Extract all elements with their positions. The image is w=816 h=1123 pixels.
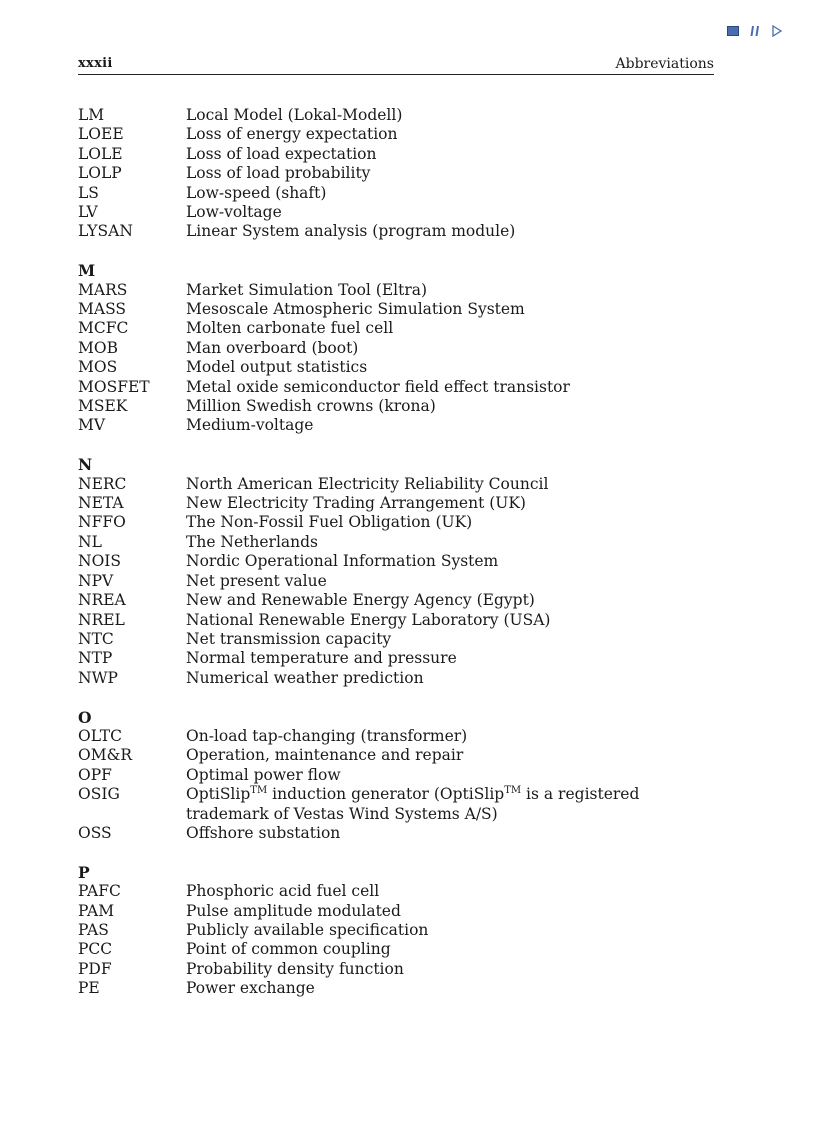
abbrev-entry (78, 824, 718, 843)
stop-icon[interactable] (726, 24, 740, 38)
abbrev-definition: Publicly available specification (186, 920, 429, 939)
abbrev-term: PAM (78, 901, 115, 920)
abbrev-definition: Loss of energy expectation (186, 125, 398, 144)
abbrev-definition: Pulse amplitude modulated (186, 901, 401, 920)
abbrev-entry (78, 300, 718, 319)
abbreviation-list (78, 106, 718, 999)
abbrev-entry (78, 164, 718, 183)
abbrev-term: LS (78, 183, 99, 202)
abbrev-entry (78, 222, 718, 241)
abbrev-definition: Numerical weather prediction (186, 668, 424, 687)
viewer-controls (726, 24, 784, 38)
abbrev-definition: Linear System analysis (program module) (186, 222, 516, 241)
abbrev-term: MV (78, 416, 106, 435)
abbrev-definition: New and Renewable Energy Agency (Egypt) (186, 591, 535, 610)
abbrev-entry (78, 281, 718, 300)
abbrev-definition: New Electricity Trading Arrangement (UK) (186, 494, 526, 513)
abbrev-term: LV (78, 203, 98, 222)
abbrev-definition: The Non-Fossil Fuel Obligation (UK) (186, 513, 473, 532)
abbrev-group (78, 261, 718, 436)
abbrev-definition: Probability density function (186, 959, 404, 978)
definition-part: OptiSlip (186, 785, 251, 804)
group-letter: P (78, 862, 90, 882)
abbrev-definition: Low-voltage (186, 203, 282, 222)
abbrev-term: NTP (78, 649, 113, 668)
abbrev-entry (78, 960, 718, 979)
abbrev-entry (78, 649, 718, 668)
abbrev-entry (78, 727, 718, 746)
abbrev-term: NREL (78, 610, 125, 629)
abbrev-term: NETA (78, 494, 124, 513)
abbrev-entry (78, 319, 718, 338)
abbrev-entry (78, 630, 718, 649)
abbrev-entry (78, 106, 718, 125)
abbrev-term: PE (78, 979, 100, 998)
abbrev-definition: North American Electricity Reliability Council (186, 474, 549, 493)
abbrev-entry (78, 940, 718, 959)
abbrev-group (78, 455, 718, 688)
abbrev-definition: Power exchange (186, 979, 315, 998)
pause-icon[interactable] (748, 24, 762, 38)
abbrev-entry (78, 591, 718, 610)
trademark-superscript: TM (250, 785, 268, 797)
abbrev-entry (78, 203, 718, 222)
abbrev-term: OPF (78, 765, 112, 784)
abbrev-term: PDF (78, 959, 112, 978)
abbrev-entry (78, 533, 718, 552)
abbrev-term: MASS (78, 300, 127, 319)
abbrev-term: NFFO (78, 513, 126, 532)
abbrev-definition: Offshore substation (186, 823, 341, 842)
abbrev-definition: Metal oxide semiconductor field effect transistor (186, 377, 570, 396)
abbrev-term: NPV (78, 571, 114, 590)
abbrev-group (78, 106, 718, 242)
abbrev-entry (78, 378, 718, 397)
abbrev-term: MOS (78, 358, 118, 377)
abbrev-definition: Medium-voltage (186, 416, 314, 435)
abbrev-entry (78, 979, 718, 998)
abbrev-term: NERC (78, 474, 127, 493)
abbrev-definition: Model output statistics (186, 358, 368, 377)
abbrev-entry (78, 184, 718, 203)
abbrev-term: LOEE (78, 125, 124, 144)
abbrev-definition (186, 785, 718, 824)
abbrev-group (78, 708, 718, 844)
abbrev-term: MOB (78, 338, 118, 357)
abbrev-term: NL (78, 532, 102, 551)
abbrev-definition: Local Model (Lokal-Modell) (186, 106, 403, 124)
abbrev-term: OM&R (78, 746, 133, 765)
abbrev-term: OSS (78, 823, 112, 842)
abbrev-definition: Mesoscale Atmospheric Simulation System (186, 300, 525, 319)
page-number: xxxii (78, 56, 113, 71)
play-icon[interactable] (770, 24, 784, 38)
definition-part: is a registered trademark of Vestas Wind Systems A/S) (186, 785, 640, 823)
group-letter: O (78, 707, 92, 727)
abbrev-entry (78, 494, 718, 513)
abbrev-term: MCFC (78, 319, 129, 338)
running-head (78, 56, 714, 75)
definition-part: induction generator (OptiSlip (267, 785, 505, 804)
trademark-superscript: TM (504, 785, 522, 797)
abbrev-term: PAFC (78, 882, 121, 901)
abbrev-group (78, 863, 718, 999)
abbrev-term: LM (78, 106, 105, 124)
section-title: Abbreviations (615, 56, 714, 72)
abbrev-entry (78, 921, 718, 940)
group-letter: N (78, 455, 93, 475)
abbrev-entry (78, 145, 718, 164)
abbrev-entry (78, 358, 718, 377)
abbrev-definition: Optimal power flow (186, 765, 341, 784)
abbrev-entry (78, 882, 718, 901)
abbrev-entry (78, 746, 718, 765)
abbrev-entry (78, 552, 718, 571)
abbrev-term: NWP (78, 668, 118, 687)
abbrev-term: LYSAN (78, 222, 133, 241)
abbrev-definition: Net transmission capacity (186, 629, 392, 648)
abbrev-definition: Low-speed (shaft) (186, 183, 327, 202)
abbrev-term: PCC (78, 940, 113, 959)
abbrev-definition: Loss of load expectation (186, 144, 377, 163)
abbrev-definition: Man overboard (boot) (186, 338, 359, 357)
abbrev-term: MSEK (78, 397, 128, 416)
abbrev-entry (78, 397, 718, 416)
abbrev-entry (78, 475, 718, 494)
abbrev-term: MOSFET (78, 377, 150, 396)
abbrev-entry (78, 572, 718, 591)
abbrev-entry (78, 339, 718, 358)
abbrev-entry (78, 669, 718, 688)
abbrev-definition: Million Swedish crowns (krona) (186, 397, 436, 416)
abbrev-term: NOIS (78, 552, 122, 571)
abbrev-definition: Molten carbonate fuel cell (186, 319, 394, 338)
abbrev-term: NTC (78, 629, 114, 648)
abbrev-term: OSIG (78, 785, 120, 804)
abbrev-term: OLTC (78, 726, 122, 745)
abbrev-term: MARS (78, 280, 128, 299)
abbrev-term: PAS (78, 920, 109, 939)
abbrev-term: LOLE (78, 144, 123, 163)
abbrev-entry (78, 416, 718, 435)
abbrev-definition: Market Simulation Tool (Eltra) (186, 280, 428, 299)
abbrev-term: LOLP (78, 164, 122, 183)
abbrev-definition: The Netherlands (186, 532, 319, 551)
abbrev-entry (78, 785, 718, 824)
abbrev-definition: Point of common coupling (186, 940, 391, 959)
abbrev-definition: Operation, maintenance and repair (186, 746, 464, 765)
abbrev-entry (78, 766, 718, 785)
group-letter: M (78, 261, 96, 281)
abbrev-term: NREA (78, 591, 126, 610)
abbrev-entry (78, 513, 718, 532)
abbrev-definition: Normal temperature and pressure (186, 649, 457, 668)
abbrev-definition: Phosphoric acid fuel cell (186, 882, 380, 901)
abbrev-entry (78, 611, 718, 630)
abbrev-entry (78, 125, 718, 144)
abbrev-definition: Net present value (186, 571, 327, 590)
abbrev-entry (78, 902, 718, 921)
abbrev-definition: On-load tap-changing (transformer) (186, 726, 468, 745)
abbrev-definition: National Renewable Energy Laboratory (USA) (186, 610, 551, 629)
abbrev-definition: Nordic Operational Information System (186, 552, 499, 571)
abbrev-definition: Loss of load probability (186, 164, 371, 183)
